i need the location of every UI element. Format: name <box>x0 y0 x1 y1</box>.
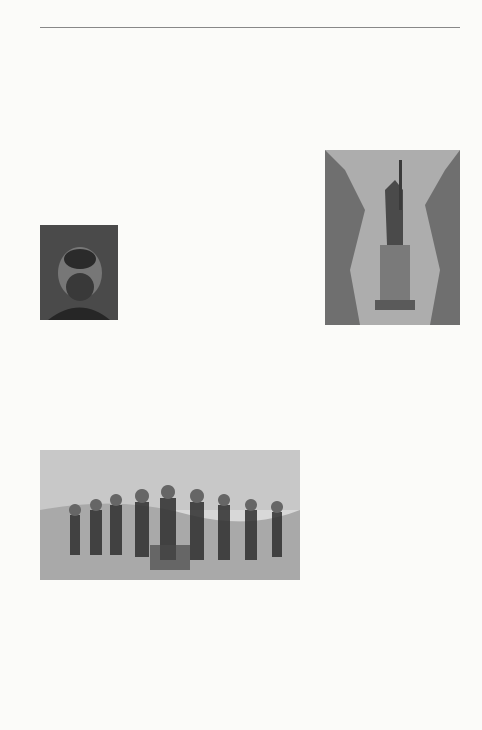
header-rule <box>40 27 460 28</box>
text-column-middle <box>180 32 325 730</box>
text-column-right <box>325 32 460 730</box>
monument-image <box>325 150 460 325</box>
painting-image <box>40 450 300 580</box>
portrait-image <box>40 225 118 320</box>
painting-figure <box>40 450 300 580</box>
monument-figure <box>325 150 460 325</box>
text-column-left <box>40 32 174 730</box>
page-header <box>40 14 460 28</box>
portrait-figure <box>40 225 118 320</box>
